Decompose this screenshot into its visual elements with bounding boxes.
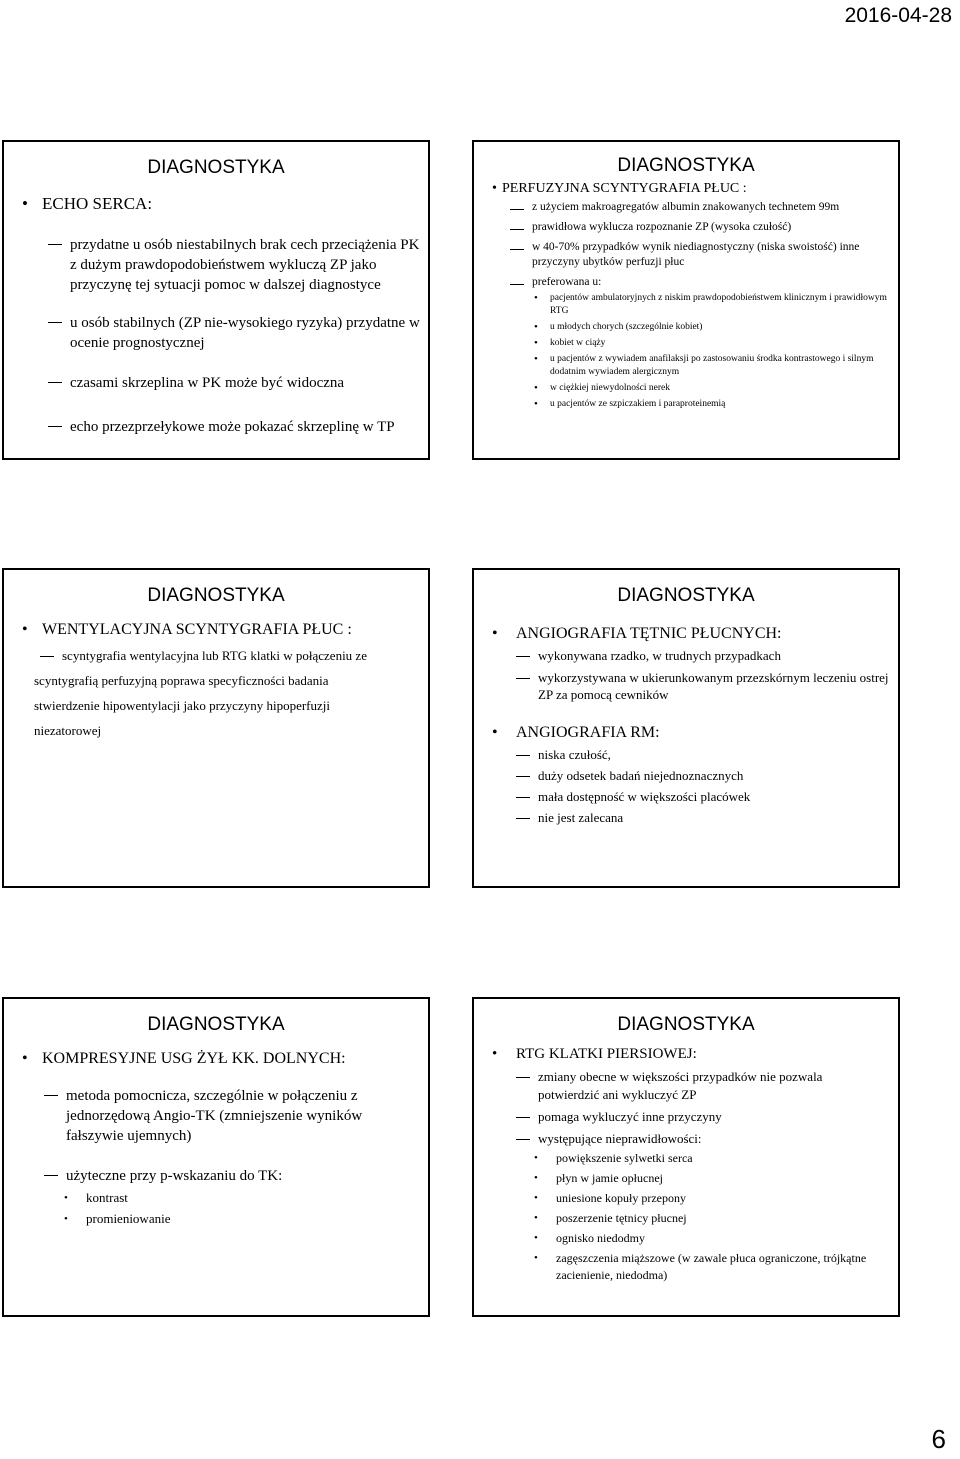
sub-list-item: • płyn w jamie opłucnej xyxy=(474,1170,898,1187)
slide-heading: • PERFUZYJNA SCYNTYGRAFIA PŁUC : xyxy=(474,180,898,198)
slide-title: DIAGNOSTYKA xyxy=(147,157,285,178)
list-item: scyntygrafia wentylacyjna lub RTG klatki w połączeniu ze xyxy=(4,647,428,664)
list-item: wykorzystywana w ukierunkowanym przezskórnym leczeniu ostrej ZP za pomocą cewników xyxy=(474,669,898,703)
slide-heading: • ANGIOGRAFIA RM: xyxy=(474,723,898,742)
sub-list-item: • powiększenie sylwetki serca xyxy=(474,1150,898,1167)
list-item: metoda pomocnicza, szczególnie w połączeniu z jednorzędową Angio-TK (zmniejszenie wyników fałszywie ujemnych) xyxy=(4,1086,428,1146)
slide-heading: • RTG KLATKI PIERSIOWEJ: xyxy=(474,1045,898,1064)
list-item: duży odsetek badań niejednoznacznych xyxy=(474,767,898,784)
list-item: w 40-70% przypadków wynik niediagnostyczny (niska swoistość) inne przyczyny ubytków perfuzji płuc xyxy=(474,240,898,270)
text-line: niezatorowej xyxy=(34,723,102,738)
slide-title: DIAGNOSTYKA xyxy=(147,585,285,606)
list-item: mała dostępność w większości placówek xyxy=(474,788,898,805)
slide-heading: • ECHO SERCA: xyxy=(4,194,428,213)
sub-list-item: • u pacjentów ze szpiczakiem i paraproteinemią xyxy=(474,398,898,411)
list-item: pomaga wykluczyć inne przyczyny xyxy=(474,1108,898,1126)
list-item: czasami skrzeplina w PK może być widoczna xyxy=(4,373,428,393)
list-item: użyteczne przy p-wskazaniu do TK: xyxy=(4,1166,428,1186)
slide-title: DIAGNOSTYKA xyxy=(617,585,755,606)
slide-heading: • WENTYLACYJNA SCYNTYGRAFIA PŁUC : xyxy=(4,620,428,639)
page-number: 6 xyxy=(931,1424,946,1454)
text-line: scyntygrafią perfuzyjną poprawa specyficzności badania xyxy=(34,673,329,688)
list-item: niska czułość, xyxy=(474,746,898,763)
list-item: u osób stabilnych (ZP nie-wysokiego ryzyka) przydatne w ocenie prognostycznej xyxy=(4,313,428,353)
slide-wentylacyjna-scyntygrafia xyxy=(2,568,430,888)
list-item: zmiany obecne w większości przypadków nie pozwala potwierdzić ani wykluczyć ZP xyxy=(474,1068,898,1104)
list-item: z użyciem makroagregatów albumin znakowanych technetem 99m xyxy=(474,200,898,215)
sub-list-item: • u młodych chorych (szczególnie kobiet) xyxy=(474,321,898,334)
list-item: nie jest zalecana xyxy=(474,809,898,826)
list-item: echo przezprzełykowe może pokazać skrzeplinę w TP xyxy=(4,417,428,437)
list-item: przydatne u osób niestabilnych brak cech przeciążenia PK z dużym prawdopodobieństwem wykluczą ZP jako przyczynę tej sytuacji pomoc w dalszej diagnostyce xyxy=(4,235,428,295)
sub-list-item: • poszerzenie tętnicy płucnej xyxy=(474,1210,898,1227)
list-item: wykonywana rzadko, w trudnych przypadkach xyxy=(474,647,898,664)
slide-kompresyjne-usg xyxy=(2,997,430,1317)
list-item: preferowana u: xyxy=(474,275,898,290)
list-item: prawidłowa wyklucza rozpoznanie ZP (wysoka czułość) xyxy=(474,220,898,235)
slide-title: DIAGNOSTYKA xyxy=(617,1014,755,1035)
slide-heading: • ANGIOGRAFIA TĘTNIC PŁUCNYCH: xyxy=(474,624,898,643)
sub-list-item: • uniesione kopuły przepony xyxy=(474,1190,898,1207)
slide-heading: • KOMPRESYJNE USG ŻYŁ KK. DOLNYCH: xyxy=(4,1049,428,1068)
sub-list-item: • promieniowanie xyxy=(4,1209,428,1229)
sub-list-item: • w ciężkiej niewydolności nerek xyxy=(474,382,898,395)
slide-rtg-klatki xyxy=(472,997,900,1317)
sub-list-item: • kontrast xyxy=(4,1188,428,1208)
sub-list-item: • kobiet w ciąży xyxy=(474,337,898,350)
sub-list-item: • ognisko niedodmy xyxy=(474,1230,898,1247)
slide-title: DIAGNOSTYKA xyxy=(617,155,755,176)
text-line: stwierdzenie hipowentylacji jako przyczyny hipoperfuzji xyxy=(34,698,331,713)
sub-list-item: • zagęszczenia miąższowe (w zawale płuca ograniczone, trójkątne zacienienie, niedodma) xyxy=(474,1250,898,1284)
sub-list-item: • pacjentów ambulatoryjnych z niskim prawdopodobieństwem klinicznym i prawidłowym RTG xyxy=(474,292,898,318)
slide-angiografia xyxy=(472,568,900,888)
slide-echo-serca xyxy=(2,140,430,460)
sub-list-item: • u pacjentów z wywiadem anafilaksji po zastosowaniu środka kontrastowego i silnym dodatnim wywiadem alergicznym xyxy=(474,353,898,379)
list-item: występujące nieprawidłowości: xyxy=(474,1130,898,1148)
header-date: 2016-04-28 xyxy=(844,4,952,27)
slide-title: DIAGNOSTYKA xyxy=(147,1014,285,1035)
slide-perfuzyjna-scyntygrafia xyxy=(472,140,900,460)
